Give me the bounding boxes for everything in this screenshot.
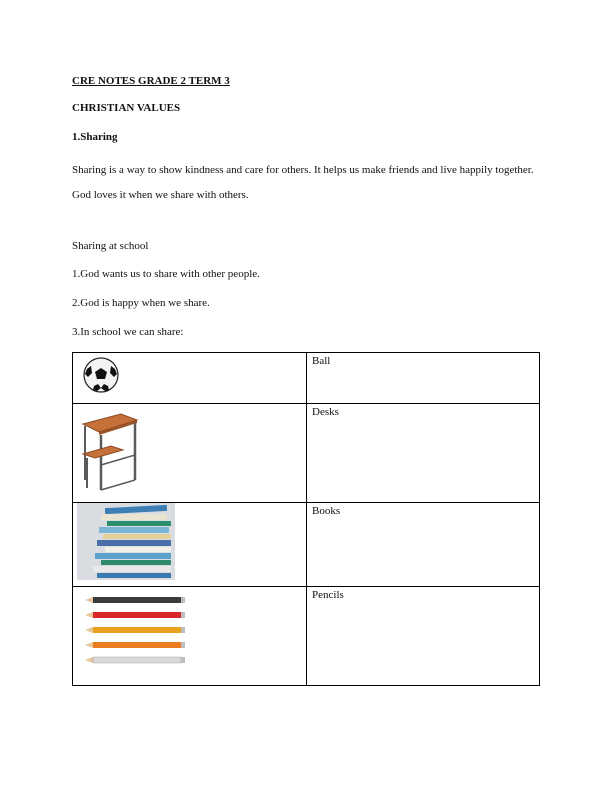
item-image-cell <box>73 353 307 404</box>
table-row <box>73 503 540 587</box>
pencils-icon <box>81 593 191 673</box>
item-label-desks: Desks <box>307 404 540 503</box>
soccer-ball-icon <box>79 355 123 395</box>
document-title: CRE NOTES GRADE 2 TERM 3 <box>72 75 230 87</box>
section-heading: CHRISTIAN VALUES <box>72 102 181 114</box>
item-label-pencils: Pencils <box>307 587 540 686</box>
sharing-items-table <box>72 352 540 686</box>
point-3: 3.In school we can share: <box>72 326 184 338</box>
school-heading: Sharing at school <box>72 240 149 252</box>
item-image-cell <box>73 404 307 503</box>
subheading: 1.Sharing <box>72 131 118 143</box>
item-image-cell <box>73 587 307 686</box>
item-label-ball: Ball <box>307 353 540 404</box>
table-row <box>73 587 540 686</box>
item-label-books: Books <box>307 503 540 587</box>
school-desk-icon <box>77 410 141 498</box>
point-2: 2.God is happy when we share. <box>72 297 210 309</box>
table-row <box>73 404 540 503</box>
book-stack-icon <box>77 503 175 580</box>
item-image-cell <box>73 503 307 587</box>
point-1: 1.God wants us to share with other people. <box>72 268 260 280</box>
intro-paragraph: Sharing is a way to show kindness and care for others. It helps us make friends and live happily together. God loves it when we share with others. <box>72 164 534 201</box>
table-row <box>73 353 540 404</box>
